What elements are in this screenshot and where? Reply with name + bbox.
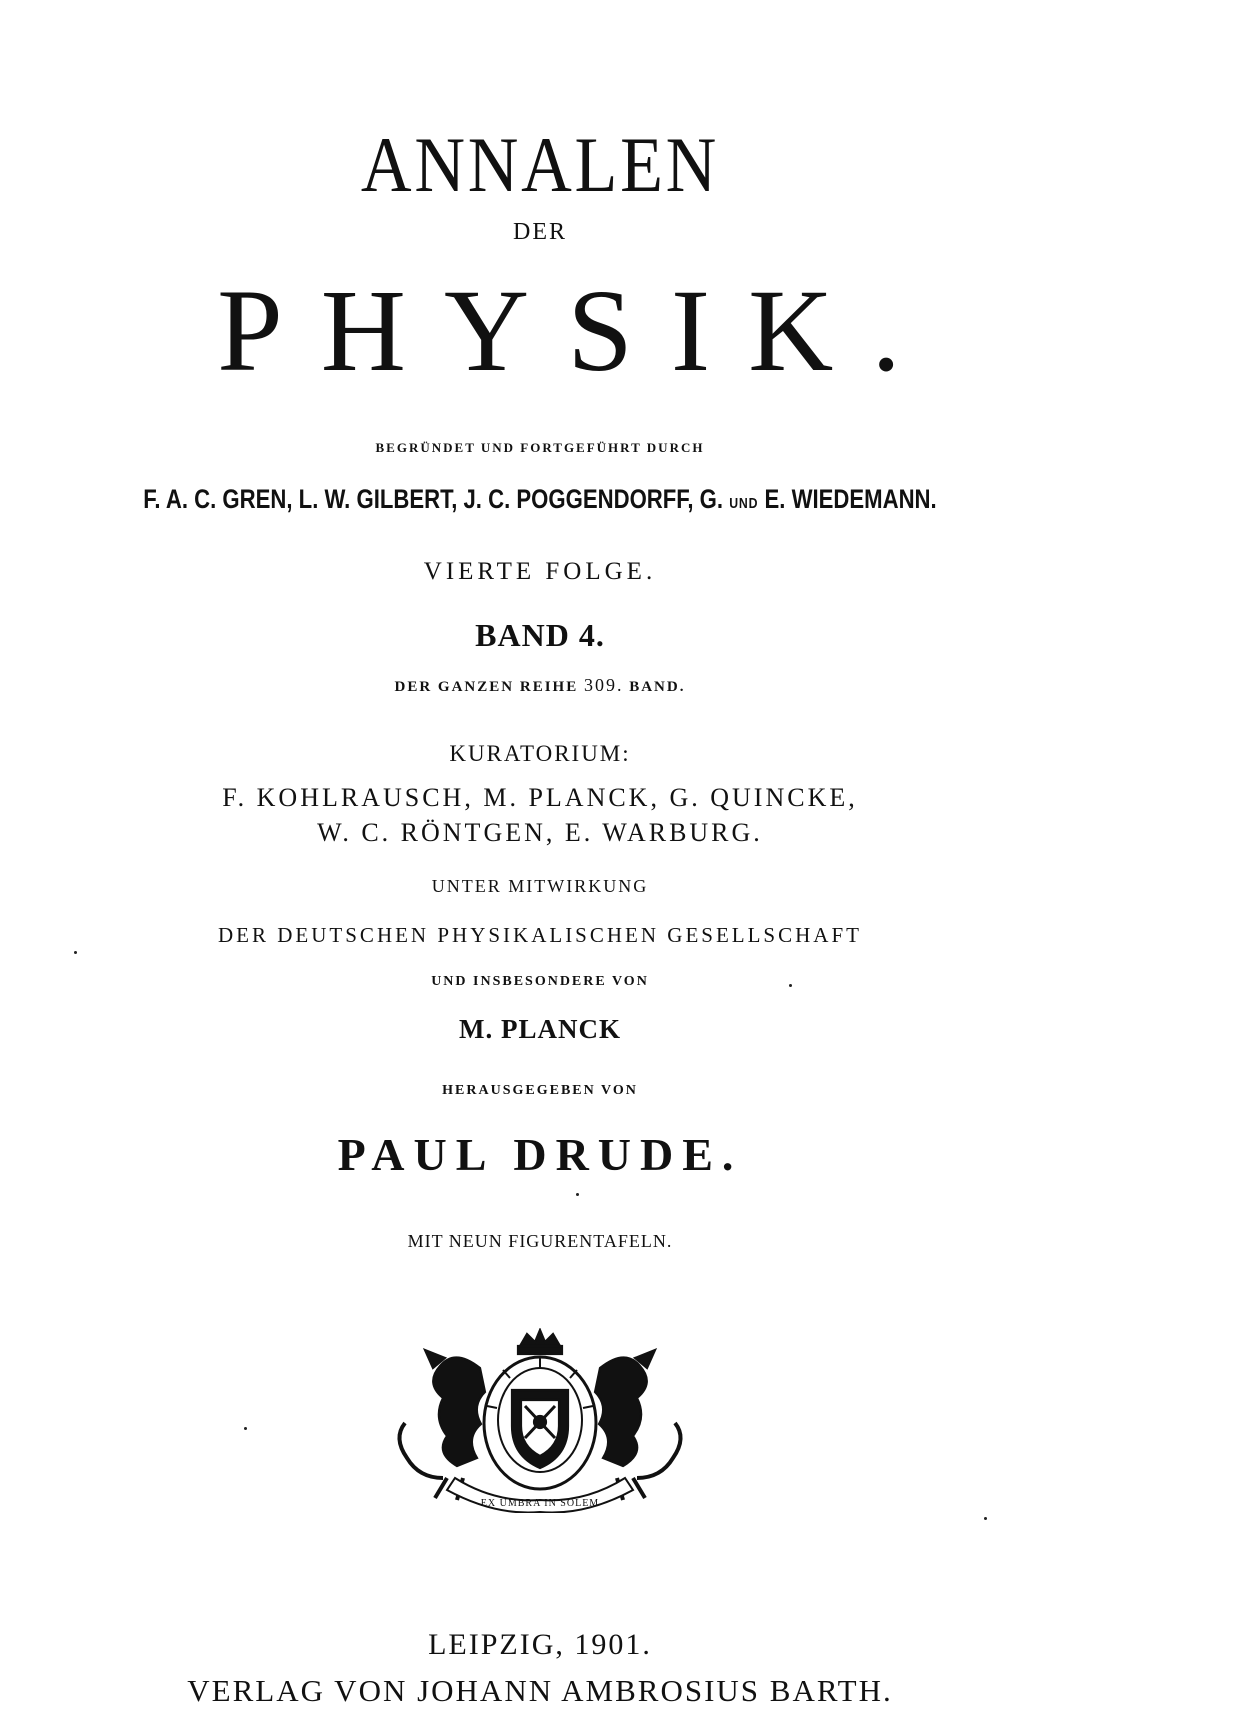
society-name: DER DEUTSCHEN PHYSIKALISCHEN GESELLSCHAFT (218, 923, 862, 947)
whole-series-suffix: BAND. (629, 679, 686, 695)
scan-speck (244, 1427, 247, 1430)
founders-line (97, 486, 983, 513)
scan-speck (984, 1517, 987, 1520)
editor-name: PAUL DRUDE. (337, 1129, 743, 1180)
series-label: VIERTE FOLGE. (423, 558, 657, 585)
whole-series-number: 309. (583, 675, 624, 695)
volume-label: BAND 4. (475, 617, 605, 653)
board-heading: KURATORIUM: (449, 741, 631, 766)
founded-by-heading: BEGRÜNDET UND FORTGEFÜHRT DURCH (375, 440, 705, 455)
journal-title: ANNALEN (360, 121, 720, 208)
board-members-line-2: W. C. RÖNTGEN, E. WARBURG. (317, 818, 763, 847)
city-year: LEIPZIG, 1901. (428, 1628, 652, 1661)
cooperation-heading: UNTER MITWIRKUNG (431, 876, 649, 896)
whole-series-prefix: DER GANZEN REIHE (394, 679, 579, 695)
emblem-motto: EX UMBRA IN SOLEM (480, 1498, 600, 1509)
publisher-name: VERLAG VON JOHANN AMBROSIUS BARTH. (187, 1673, 893, 1708)
especially-heading: UND INSBESONDERE VON (431, 974, 649, 989)
publisher-emblem (385, 1328, 695, 1513)
edited-by-heading: HERAUSGEGEBEN VON (442, 1083, 638, 1098)
title-article: DER (513, 219, 567, 245)
special-contributor: M. PLANCK (459, 1014, 621, 1044)
founders-und: UND (729, 495, 759, 512)
board-members-line-1: F. KOHLRAUSCH, M. PLANCK, G. QUINCKE, (222, 783, 858, 812)
scan-speck (789, 984, 792, 987)
founders-names-2: E. WIEDEMANN. (764, 484, 937, 514)
plates-note: MIT NEUN FIGURENTAFELN. (407, 1231, 673, 1251)
journal-subject: PHYSIK. (217, 265, 939, 396)
scan-speck (74, 951, 77, 954)
whole-series-line (0, 676, 1080, 695)
founders-names-1: F. A. C. GREN, L. W. GILBERT, J. C. POGGENDORFF, G. (143, 484, 724, 514)
scan-speck (576, 1193, 579, 1196)
